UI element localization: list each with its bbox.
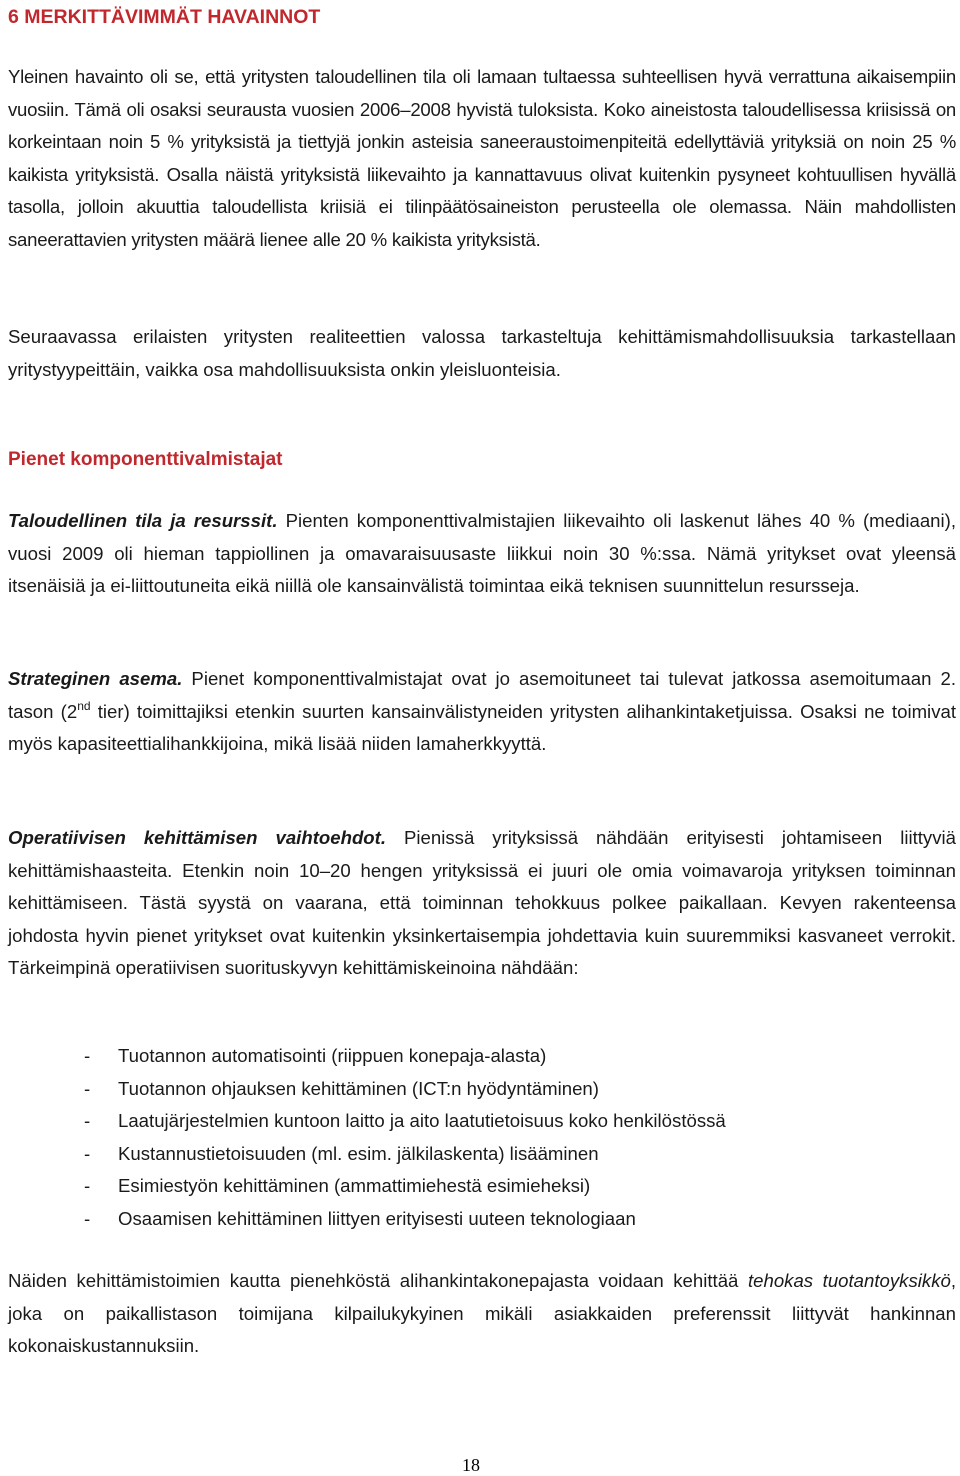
closing-emphasis: tehokas tuotantoyksikkö [747,1270,951,1291]
list-item-text: Esimiestyön kehittäminen (ammattimiehestä esimieheksi) [118,1175,591,1197]
superscript-nd: nd [77,698,91,713]
intro-text-part-2: Osalla näistä yrityksistä liikevaihto ja kannattavuus olivat kuitenkin pysyneet kohtuullisen hyvällä tasolla, jolloin akuuttia taloudellista kriisiä ei tilinpäätösaineiston perusteella ole olemassa. Näin mahdollisten saneerattavien yritysten määrä lienee alle 20 % kaikista yrityksistä. [8,163,956,250]
list-dash: - [84,1207,91,1229]
list-item [8,1105,726,1138]
list-dash: - [84,1077,91,1099]
financial-lead: Taloudellinen tila ja resurssit. [8,510,278,531]
closing-text-1: Näiden kehittämistoimien kautta pienehköstä alihankintakonepajasta voidaan kehittää [8,1270,748,1291]
intro-text-part-1: Yleinen havainto oli se, että yritysten taloudellinen tila oli lamaan tultaessa suhteellisen hyvä verrattuna aikaisempiin vuosiin. Tämä oli osaksi seurausta vuosien 2006–2008 hyvistä tuloksista. Koko aineistosta taloudellisessa kriisissä on korkeintaan noin 5 % yrityksistä ja tiettyjä jonkin asteisia saneeraustoimenpiteitä edellyttäviä yrityksiä on noin 25 % kaikista yrityksistä. [8,66,956,185]
development-measures-list [8,1040,726,1236]
operational-paragraph [8,822,956,985]
list-dash: - [84,1110,91,1132]
subsection-heading: Pienet komponenttivalmistajat [8,449,283,470]
list-item [8,1138,726,1171]
closing-text-2: , joka on paikallistason toimijana kilpailukykyinen mikäli asiakkaiden preferenssit liittyvät hankinnan kokonaiskustannuksiin. [8,1270,956,1357]
strategic-text-1: Pienet komponenttivalmistajat ovat jo asemoituneet tai tulevat jatkossa asemoitumaan 2. tason (2 [8,668,956,722]
list-dash: - [84,1142,91,1164]
financial-paragraph [8,505,956,603]
list-dash: - [84,1045,91,1066]
operational-lead: Operatiivisen kehittämisen vaihtoehdot. [8,827,387,848]
operational-text: Pienissä yrityksissä nähdään erityisesti johtamiseen liittyviä kehittämishaasteita. Etenkin noin 10–20 hengen yrityksissä ei juuri ole omia voimavaroja yrityksen toiminnan kehittämiseen. Tästä syystä on vaarana, että toiminnan tehokkuus polkee paikallaan. Kevyen rakenteensa johdosta hyvin pienet yritykset ovat kuitenkin yksinkertaisempia johdettavia kuin suuremmiksi kasvaneet verrokit. Tärkeimpinä operatiivisen suorituskyvyn kehittämiskeinoina nähdään: [8,827,956,979]
strategic-lead: Strateginen asema. [8,668,183,689]
list-item-text: Osaamisen kehittäminen liittyen erityisesti uuteen teknologiaan [118,1207,636,1229]
list-dash: - [84,1175,91,1197]
list-item-text: Tuotannon ohjauksen kehittäminen (ICT:n hyödyntäminen) [118,1077,599,1099]
closing-paragraph [8,1265,956,1363]
section-heading: 6 MERKITTÄVIMMÄT HAVAINNOT [8,6,321,28]
list-item [8,1040,726,1073]
list-item-text: Laatujärjestelmien kuntoon laitto ja aito laatutietoisuus koko henkilöstössä [118,1110,726,1132]
list-item-text: Tuotannon automatisointi (riippuen konepaja-alasta) [118,1045,547,1066]
page-number: 18 [462,1455,480,1475]
strategic-text-2: tier) toimittajiksi etenkin suurten kansainvälistyneiden yritysten alihankintaketjuissa. Osaksi ne toimivat myös kapasiteettialihankkijoina, mikä lisää niiden lamaherkkyyttä. [8,700,956,755]
list-item [8,1203,726,1236]
intro-paragraph [8,61,956,257]
list-item-text: Kustannustietoisuuden (ml. esim. jälkilaskenta) lisääminen [118,1142,599,1164]
list-item [8,1170,726,1203]
overview-paragraph: Seuraavassa erilaisten yritysten realiteettien valossa tarkasteltuja kehittämismahdollisuuksia tarkastellaan yritystyypeittäin, vaikka osa mahdollisuuksista onkin yleisluonteisia. [8,326,956,380]
strategic-paragraph [8,663,956,761]
list-item [8,1073,726,1106]
financial-text: Pienten komponenttivalmistajien liikevaihto oli laskenut lähes 40 % (mediaani), vuosi 2009 oli hieman tappiollinen ja omavaraisuusaste liikkui noin 30 %:ssa. Nämä yritykset ovat yleensä itsenäisiä ja ei-liittoutuneita eikä niillä ole kansainvälistä toimintaa eikä teknisen suunnittelun resursseja. [8,510,956,597]
